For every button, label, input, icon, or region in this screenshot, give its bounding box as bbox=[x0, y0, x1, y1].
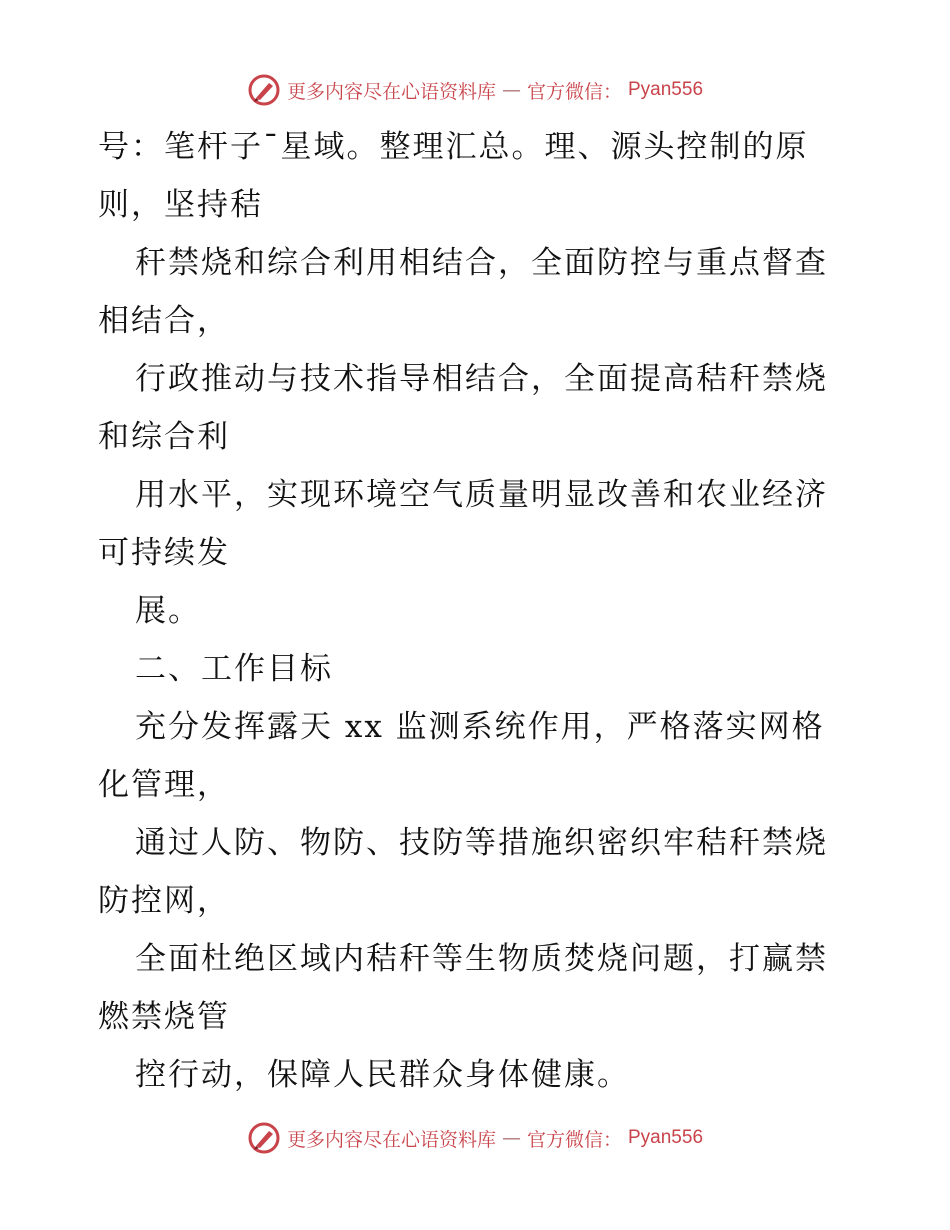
watermark-wechat-id: Pyan556 bbox=[628, 79, 704, 100]
text-line: 展。 bbox=[135, 593, 201, 629]
pen-logo-icon bbox=[247, 73, 281, 107]
watermark-wechat-id: Pyan556 bbox=[628, 1127, 704, 1148]
text-line: 则，坚持秸 bbox=[98, 187, 263, 223]
text-line: 二、工作目标 bbox=[135, 651, 333, 687]
document-body bbox=[98, 118, 858, 1104]
watermark-wechat-label: 官方微信： bbox=[526, 1128, 622, 1151]
footer-watermark bbox=[0, 1118, 950, 1158]
watermark-text: 更多内容尽在心语资料库 bbox=[286, 1128, 496, 1151]
text-line: 号：笔杆子¯星域。整理汇总。理、源头控制的原 bbox=[98, 129, 809, 165]
watermark-wechat-label: 官方微信： bbox=[526, 80, 622, 103]
text-line: 通过人防、物防、技防等措施织密织牢秸秆禁烧 bbox=[135, 825, 828, 861]
watermark-text: 更多内容尽在心语资料库 bbox=[286, 80, 496, 103]
text-line: 燃禁烧管 bbox=[98, 999, 230, 1035]
text-line: 全面杜绝区域内秸秆等生物质焚烧问题，打赢禁 bbox=[135, 941, 828, 977]
text-line: 防控网， bbox=[98, 883, 230, 919]
text-line: 相结合， bbox=[98, 303, 230, 339]
text-line: 用水平，实现环境空气质量明显改善和农业经济 bbox=[135, 477, 828, 513]
text-line: 控行动，保障人民群众身体健康。 bbox=[135, 1057, 630, 1093]
watermark-separator: — bbox=[501, 79, 521, 101]
text-line: 可持续发 bbox=[98, 535, 230, 571]
text-line: 充分发挥露天 xx 监测系统作用，严格落实网格 bbox=[135, 709, 825, 745]
watermark-separator: — bbox=[501, 1127, 521, 1149]
header-watermark bbox=[0, 70, 950, 110]
text-line: 化管理， bbox=[98, 767, 230, 803]
text-line: 和综合利 bbox=[98, 419, 230, 455]
text-line: 秆禁烧和综合利用相结合，全面防控与重点督查 bbox=[135, 245, 828, 281]
text-line: 行政推动与技术指导相结合，全面提高秸秆禁烧 bbox=[135, 361, 828, 397]
pen-logo-icon bbox=[247, 1121, 281, 1155]
